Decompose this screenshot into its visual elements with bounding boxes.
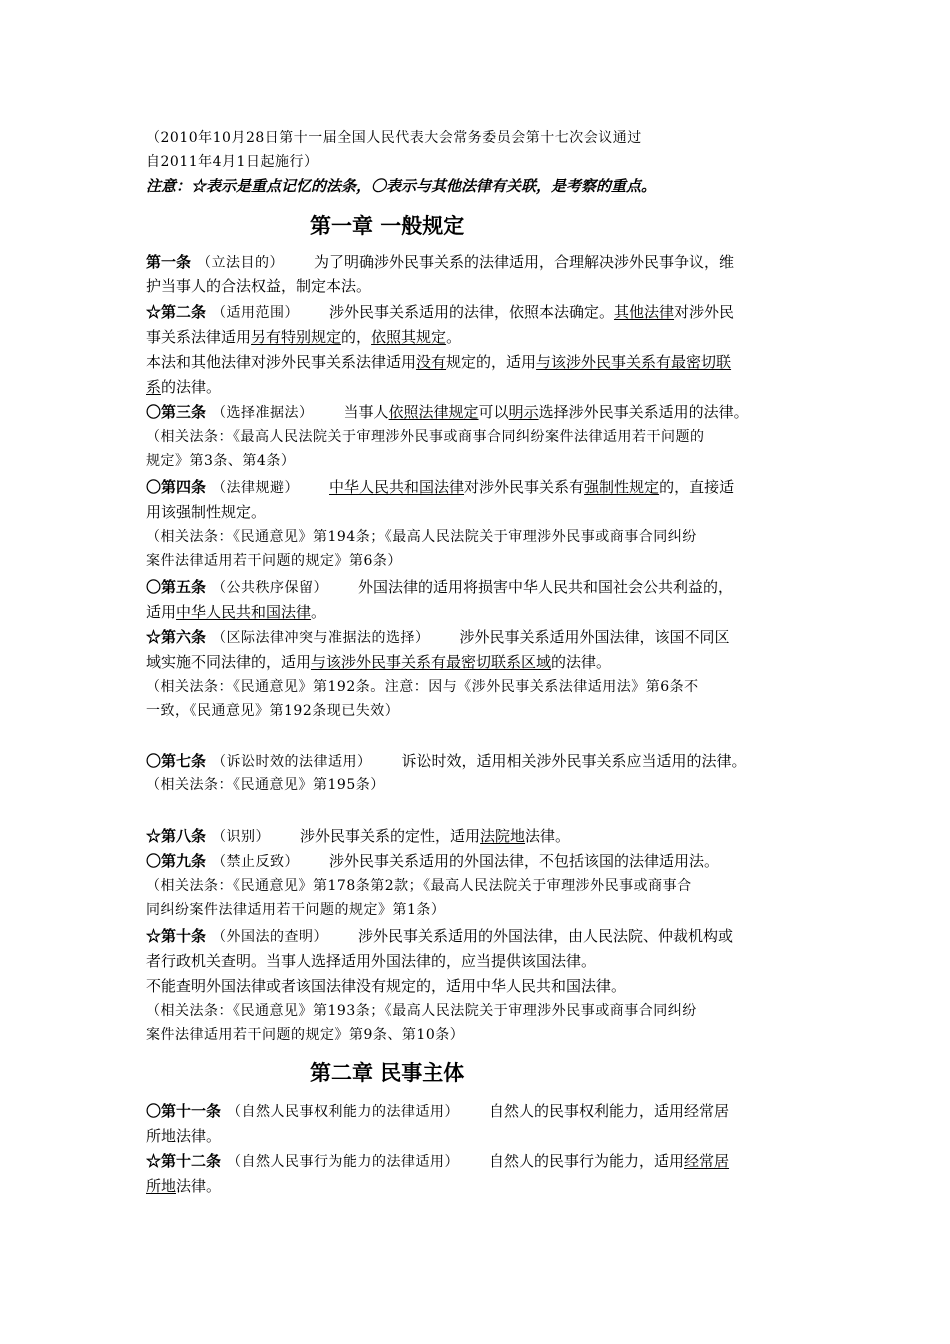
related-provisions: （相关法条：《民通意见》第192条。注意：因与《涉外民事关系法律适用法》第6条不 <box>146 679 699 695</box>
article-topic: （诉讼时效的法律适用） <box>212 754 372 770</box>
underlined-term: 所地 <box>146 1177 177 1195</box>
article-2-cont <box>146 327 461 347</box>
underlined-term: 强制性规定 <box>584 478 660 496</box>
article-text: 诉讼时效，适用相关涉外民事关系应当适用的法律。 <box>401 752 747 770</box>
article-topic: （外国法的查明） <box>212 929 329 945</box>
article-topic: （自然人民事行为能力的法律适用） <box>227 1154 460 1170</box>
article-text: 对涉外民事关系有 <box>464 478 585 496</box>
related-provisions: （相关法条：《民通意见》第193条；《最高人民法院关于审理涉外民事或商事合同纠纷 <box>146 1003 697 1019</box>
article-6-cont <box>146 652 611 672</box>
article-text: 为了明确涉外民事关系的法律适用，合理解决涉外民事争议，维 <box>314 253 735 271</box>
article-text: 涉外民事关系的定性，适用 <box>300 827 481 845</box>
related-provisions-cont: 案件法律适用若干问题的规定》第6条） <box>146 553 402 569</box>
article-text: 法律。 <box>176 1177 222 1195</box>
related-provisions: （相关法条：《民通意见》第195条） <box>146 777 385 793</box>
article-title: 〇第三条 <box>146 403 207 421</box>
article-topic: （识别） <box>212 829 271 845</box>
article-5-cont <box>146 602 326 622</box>
article-topic: （禁止反致） <box>212 854 300 870</box>
article-6 <box>146 627 730 648</box>
article-text: 自然人的民事权利能力，适用经常居 <box>489 1102 730 1120</box>
underlined-term: 依照法律规定 <box>388 403 479 421</box>
article-text: 自然人的民事行为能力，适用 <box>489 1152 685 1170</box>
caution-note: 注意：☆表示是重点记忆的法条，〇表示与其他法律有关联，是考察的重点。 <box>146 177 657 195</box>
underlined-term: 没有 <box>416 353 447 371</box>
article-text: 。 <box>446 328 462 346</box>
underlined-term: 依照其规定 <box>371 328 447 346</box>
article-topic: （法律规避） <box>212 480 300 496</box>
article-10-para2: 不能查明外国法律或者该国法律没有规定的，适用中华人民共和国法律。 <box>146 977 627 995</box>
article-text: 对涉外民 <box>674 303 735 321</box>
article-12-cont <box>146 1176 221 1196</box>
article-text: 。 <box>311 603 327 621</box>
article-topic: （自然人民事权利能力的法律适用） <box>227 1104 460 1120</box>
article-4-cont: 用该强制性规定。 <box>146 503 267 521</box>
article-10 <box>146 926 733 947</box>
article-topic: （立法目的） <box>197 255 285 271</box>
article-3 <box>146 402 749 423</box>
related-provisions: （相关法条：《民通意见》第194条；《最高人民法院关于审理涉外民事或商事合同纠纷 <box>146 529 697 545</box>
underlined-term: 其他法律 <box>614 303 675 321</box>
article-text: 涉外民事关系适用的法律，依照本法确定。 <box>329 303 615 321</box>
article-text: 涉外民事关系适用外国法律，该国不同区 <box>459 628 730 646</box>
underlined-term: 与该涉外民事关系有最密切联系区域 <box>311 653 552 671</box>
article-topic: （区际法律冲突与准据法的选择） <box>212 630 430 646</box>
article-title: 〇第五条 <box>146 578 207 596</box>
article-title: 〇第四条 <box>146 478 207 496</box>
article-7 <box>146 751 747 772</box>
related-provisions-cont: 规定》第3条、第4条） <box>146 453 296 469</box>
underlined-term: 法院地 <box>480 827 526 845</box>
article-title: ☆第十条 <box>146 927 207 945</box>
related-provisions-cont: 一致，《民通意见》第192条现已失效） <box>146 703 400 719</box>
article-text: 涉外民事关系适用的外国法律，由人民法院、仲裁机构或 <box>358 927 734 945</box>
adoption-note-line2: 自2011年4月1日起施行） <box>146 154 319 170</box>
related-provisions-cont: 同纠纷案件法律适用若干问题的规定》第1条） <box>146 902 446 918</box>
related-provisions-cont: 案件法律适用若干问题的规定》第9条、第10条） <box>146 1027 465 1043</box>
article-title: 〇第十一条 <box>146 1102 222 1120</box>
article-title: ☆第二条 <box>146 303 207 321</box>
adoption-note-line1: （2010年10月28日第十一届全国人民代表大会常务委员会第十七次会议通过 <box>146 130 642 146</box>
article-1 <box>146 252 734 273</box>
article-text: 选择涉外民事关系适用的法律。 <box>538 403 749 421</box>
underlined-term: 中华人民共和国法律 <box>329 478 465 496</box>
article-10-cont: 者行政机关查明。当事人选择适用外国法律的，应当提供该国法律。 <box>146 952 597 970</box>
article-topic: （选择准据法） <box>212 405 314 421</box>
underlined-term: 系 <box>146 378 162 396</box>
underlined-term: 与该涉外民事关系有最密切联 <box>536 353 732 371</box>
article-title: 第一条 <box>146 253 192 271</box>
article-text: 规定的，适用 <box>446 353 537 371</box>
article-title: ☆第十二条 <box>146 1152 222 1170</box>
article-2-para2-cont <box>146 377 221 397</box>
article-title: ☆第六条 <box>146 628 207 646</box>
article-text: 法律。 <box>525 827 571 845</box>
underlined-term: 经常居 <box>684 1152 730 1170</box>
chapter-1-title: 第一章 一般规定 <box>310 213 465 238</box>
article-title: ☆第八条 <box>146 827 207 845</box>
related-provisions: （相关法条：《最高人民法院关于审理涉外民事或商事合同纠纷案件法律适用若干问题的 <box>146 429 705 445</box>
article-text: 外国法律的适用将损害中华人民共和国社会公共利益的， <box>358 578 734 596</box>
article-topic: （适用范围） <box>212 305 300 321</box>
article-8 <box>146 826 570 847</box>
article-2 <box>146 302 734 323</box>
article-11 <box>146 1101 729 1122</box>
article-title: 〇第九条 <box>146 852 207 870</box>
underlined-term: 中华人民共和国法律 <box>176 603 312 621</box>
article-text: 当事人 <box>343 403 389 421</box>
article-1-cont: 护当事人的合法权益，制定本法。 <box>146 277 372 295</box>
article-9 <box>146 851 719 872</box>
article-text: 涉外民事关系适用的外国法律，不包括该国的法律适用法。 <box>329 852 720 870</box>
article-title: 〇第七条 <box>146 752 207 770</box>
related-provisions: （相关法条：《民通意见》第178条第2款；《最高人民法院关于审理涉外民事或商事合 <box>146 878 692 894</box>
article-text: 事关系法律适用 <box>146 328 252 346</box>
article-text: 域实施不同法律的，适用 <box>146 653 312 671</box>
article-12 <box>146 1151 729 1172</box>
article-text: 可以 <box>478 403 509 421</box>
article-5 <box>146 577 733 598</box>
article-topic: （公共秩序保留） <box>212 580 329 596</box>
article-11-cont: 所地法律。 <box>146 1127 222 1145</box>
article-2-para2 <box>146 352 731 372</box>
underlined-term: 明示 <box>508 403 539 421</box>
article-text: 的，直接适 <box>659 478 735 496</box>
article-4 <box>146 477 734 498</box>
article-text: 的法律。 <box>161 378 222 396</box>
article-text: 本法和其他法律对涉外民事关系法律适用 <box>146 353 417 371</box>
article-text: 的法律。 <box>551 653 612 671</box>
article-text: 的， <box>341 328 372 346</box>
article-text: 适用 <box>146 603 177 621</box>
underlined-term: 另有特别规定 <box>251 328 342 346</box>
chapter-2-title: 第二章 民事主体 <box>310 1060 465 1085</box>
